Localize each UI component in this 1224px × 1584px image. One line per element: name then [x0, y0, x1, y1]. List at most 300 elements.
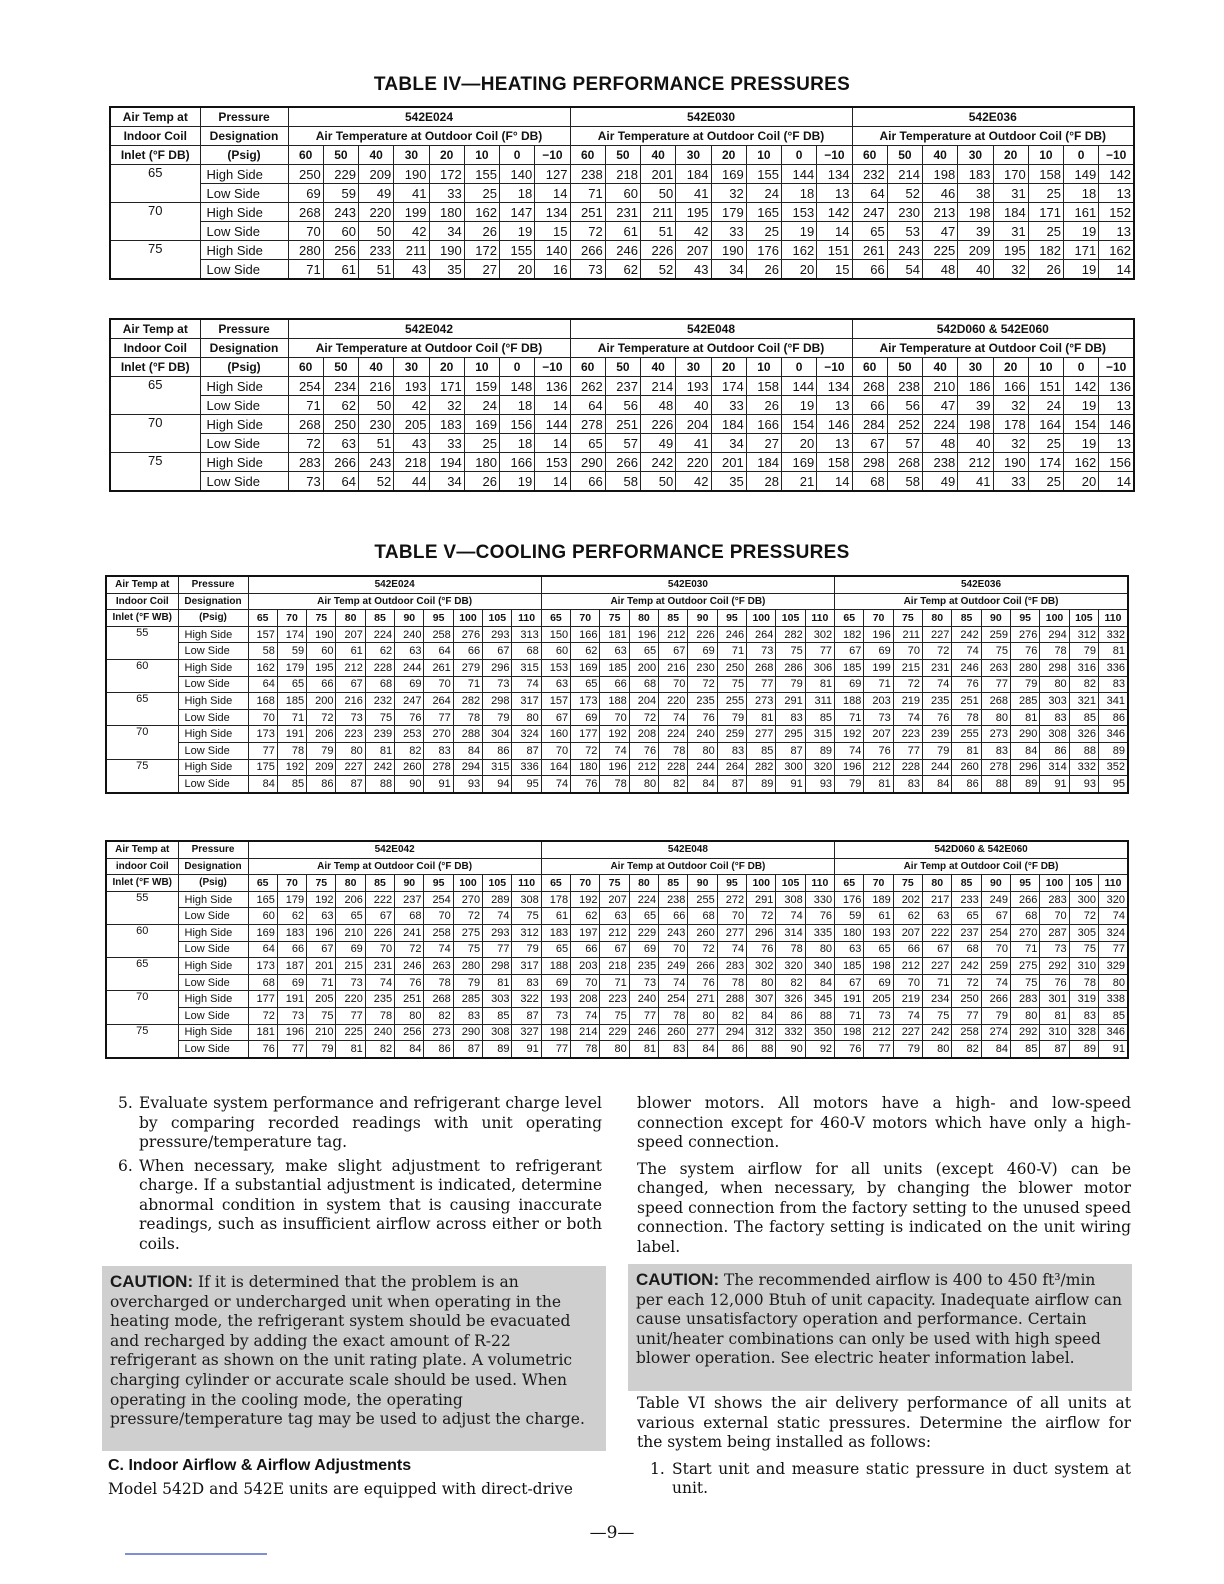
pressure-value: 75	[923, 1007, 952, 1024]
outdoor-temp-tick: 30	[394, 146, 429, 165]
edge-mark	[125, 1553, 267, 1555]
pressure-value: 207	[864, 726, 893, 743]
pressure-value: 13	[817, 184, 852, 203]
pressure-value: 312	[1069, 626, 1098, 643]
outdoor-temp-header: Air Temperature at Outdoor Coil (°F DB)	[852, 339, 1134, 358]
pressure-value: 302	[747, 958, 776, 975]
low-side-row	[106, 742, 1128, 759]
pressure-value: 254	[659, 991, 688, 1008]
outdoor-temp-tick: 65	[248, 610, 277, 627]
pressure-value: 298	[1040, 659, 1069, 676]
pressure-value: 261	[424, 659, 453, 676]
pressure-value: 95	[512, 776, 541, 793]
pressure-value: 94	[483, 776, 512, 793]
pressure-value: 87	[512, 1007, 541, 1024]
pressure-designation: High Side	[178, 626, 248, 643]
low-side-row	[110, 260, 1134, 280]
pressure-value: 240	[688, 726, 717, 743]
pressure-value: 192	[600, 726, 629, 743]
outdoor-temp-tick: 50	[605, 146, 640, 165]
pressure-value: 266	[981, 991, 1010, 1008]
pressure-value: 255	[688, 891, 717, 908]
pressure-value: 65	[541, 941, 570, 958]
pressure-value: 207	[600, 891, 629, 908]
pressure-value: 193	[541, 991, 570, 1008]
pressure-value: 180	[571, 759, 600, 776]
pressure-value: 212	[336, 659, 365, 676]
pressure-value: 291	[747, 891, 776, 908]
outdoor-temp-tick: 20	[429, 358, 464, 377]
pressure-value: 322	[512, 991, 541, 1008]
indoor-air-temp: 70	[110, 415, 200, 453]
pressure-value: 79	[981, 1007, 1010, 1024]
pressure-value: 88	[805, 1007, 834, 1024]
outdoor-temp-header: Air Temperature at Outdoor Coil (°F DB)	[288, 339, 570, 358]
pressure-value: 170	[993, 165, 1028, 184]
outdoor-temp-tick: 105	[483, 875, 512, 892]
high-side-row	[106, 759, 1128, 776]
pressure-value: 230	[359, 415, 394, 434]
pressure-value: 216	[359, 377, 394, 396]
pressure-value: 224	[659, 726, 688, 743]
outdoor-temp-tick: 80	[923, 875, 952, 892]
pressure-value: 85	[747, 742, 776, 759]
pressure-value: 254	[288, 377, 323, 396]
outdoor-temp-tick: 100	[747, 875, 776, 892]
outdoor-temp-tick: −10	[1099, 358, 1134, 377]
pressure-header: Designation	[178, 858, 248, 875]
pressure-value: 67	[483, 643, 512, 660]
pressure-value: 228	[659, 759, 688, 776]
pressure-value: 244	[395, 659, 424, 676]
pressure-value: 67	[923, 941, 952, 958]
pressure-value: 228	[365, 659, 394, 676]
pressure-value: 15	[817, 260, 852, 280]
outdoor-temp-tick: 75	[893, 875, 922, 892]
pressure-value: 328	[1069, 1024, 1098, 1041]
pressure-value: 86	[952, 776, 981, 793]
pressure-value: 268	[981, 693, 1010, 710]
header-row	[110, 339, 1134, 358]
pressure-value: 207	[336, 626, 365, 643]
pressure-value: 330	[805, 891, 834, 908]
pressure-value: 195	[676, 203, 711, 222]
pressure-value: 76	[835, 1041, 864, 1058]
pressure-value: 41	[676, 434, 711, 453]
pressure-value: 34	[429, 222, 464, 241]
pressure-value: 205	[864, 991, 893, 1008]
pressure-value: 195	[993, 241, 1028, 260]
pressure-value: 292	[1011, 1024, 1040, 1041]
pressure-value: 181	[248, 1024, 277, 1041]
pressure-value: 53	[887, 222, 922, 241]
pressure-value: 156	[1099, 453, 1134, 472]
pressure-value: 217	[923, 891, 952, 908]
pressure-value: 283	[1040, 891, 1069, 908]
outdoor-temp-tick: 100	[747, 610, 776, 627]
pressure-value: 93	[453, 776, 482, 793]
pressure-value: 258	[952, 1024, 981, 1041]
pressure-value: 242	[365, 759, 394, 776]
pressure-value: 65	[864, 941, 893, 958]
pressure-value: 81	[952, 742, 981, 759]
pressure-value: 246	[717, 626, 746, 643]
pressure-value: 171	[1064, 241, 1099, 260]
pressure-value: 202	[893, 891, 922, 908]
pressure-value: 182	[1028, 241, 1063, 260]
pressure-value: 76	[952, 676, 981, 693]
pressure-value: 69	[395, 676, 424, 693]
pressure-value: 31	[993, 222, 1028, 241]
pressure-value: 67	[981, 908, 1010, 925]
pressure-value: 166	[500, 453, 535, 472]
pressure-value: 136	[535, 377, 570, 396]
pressure-value: 60	[605, 184, 640, 203]
outdoor-temp-tick: 50	[605, 358, 640, 377]
pressure-value: 142	[1064, 377, 1099, 396]
pressure-value: 182	[835, 626, 864, 643]
pressure-value: 70	[288, 222, 323, 241]
pressure-value: 66	[571, 941, 600, 958]
pressure-value: 76	[395, 974, 424, 991]
pressure-value: 67	[307, 941, 336, 958]
high-side-row	[106, 1024, 1128, 1041]
pressure-value: 151	[1028, 377, 1063, 396]
pressure-value: 191	[277, 991, 306, 1008]
pressure-value: 13	[1099, 184, 1134, 203]
pressure-value: 72	[688, 941, 717, 958]
outdoor-temp-header: Air Temperature at Outdoor Coil (F° DB)	[288, 127, 570, 146]
pressure-value: 26	[746, 396, 781, 415]
pressure-value: 207	[676, 241, 711, 260]
pressure-value: 266	[323, 453, 358, 472]
pressure-value: 62	[893, 908, 922, 925]
pressure-value: 93	[1069, 776, 1098, 793]
pressure-value: 73	[1040, 941, 1069, 958]
high-side-row	[110, 453, 1134, 472]
pressure-value: 74	[952, 643, 981, 660]
pressure-value: 199	[394, 203, 429, 222]
indoor-air-temp: 75	[110, 453, 200, 492]
pressure-value: 196	[277, 1024, 306, 1041]
pressure-value: 81	[805, 676, 834, 693]
pressure-value: 176	[746, 241, 781, 260]
outdoor-temp-tick: 85	[659, 610, 688, 627]
pressure-value: 77	[483, 941, 512, 958]
pressure-value: 92	[805, 1041, 834, 1058]
pressure-value: 61	[605, 222, 640, 241]
pressure-value: 127	[535, 165, 570, 184]
pressure-value: 276	[1011, 626, 1040, 643]
pressure-value: 225	[336, 1024, 365, 1041]
pressure-value: 249	[659, 958, 688, 975]
pressure-value: 332	[1099, 626, 1128, 643]
low-side-row	[106, 974, 1128, 991]
pressure-value: 86	[1040, 742, 1069, 759]
outdoor-temp-tick: 80	[923, 610, 952, 627]
pressure-value: 341	[1099, 693, 1128, 710]
pressure-value: 185	[835, 659, 864, 676]
pressure-value: 50	[359, 396, 394, 415]
indoor-air-temp: 75	[110, 241, 200, 280]
pressure-value: 32	[993, 260, 1028, 280]
pressure-value: 73	[277, 1007, 306, 1024]
pressure-designation: Low Side	[200, 184, 288, 203]
pressure-value: 75	[365, 709, 394, 726]
pressure-value: 70	[659, 941, 688, 958]
pressure-value: 315	[483, 759, 512, 776]
pressure-designation: High Side	[178, 958, 248, 975]
pressure-value: 260	[659, 1024, 688, 1041]
pressure-value: 48	[923, 434, 958, 453]
pressure-value: 199	[864, 659, 893, 676]
pressure-designation: High Side	[178, 991, 248, 1008]
pressure-value: 47	[923, 396, 958, 415]
pressure-value: 296	[1011, 759, 1040, 776]
pressure-value: 90	[395, 776, 424, 793]
pressure-value: 190	[429, 241, 464, 260]
pressure-value: 67	[541, 709, 570, 726]
pressure-value: 147	[500, 203, 535, 222]
outdoor-temp-tick: 60	[852, 358, 887, 377]
pressure-value: 83	[453, 1007, 482, 1024]
pressure-value: 249	[981, 891, 1010, 908]
header-row	[106, 858, 1128, 875]
outdoor-temp-tick: 30	[958, 358, 993, 377]
pressure-value: 74	[424, 941, 453, 958]
pressure-value: 67	[835, 974, 864, 991]
pressure-value: 71	[923, 974, 952, 991]
pressure-value: 48	[641, 396, 676, 415]
pressure-value: 134	[535, 203, 570, 222]
pressure-value: 67	[365, 908, 394, 925]
pressure-value: 162	[782, 241, 817, 260]
step-5: 5. Evaluate system performance and refrigerant charge level by comparing recorded readings with unit operating pressure/temperature tag.	[118, 1094, 602, 1151]
caution-label: CAUTION:	[110, 1272, 194, 1291]
pressure-value: 280	[288, 241, 323, 260]
outdoor-temp-tick: 10	[746, 146, 781, 165]
pressure-value: 60	[323, 222, 358, 241]
header-row	[110, 319, 1134, 339]
pressure-value: 268	[852, 377, 887, 396]
pressure-value: 82	[717, 1007, 746, 1024]
pressure-value: 79	[483, 709, 512, 726]
pressure-value: 63	[835, 941, 864, 958]
pressure-value: 294	[453, 759, 482, 776]
pressure-designation: Low Side	[178, 1041, 248, 1058]
outdoor-temp-tick: 95	[717, 875, 746, 892]
pressure-value: 68	[952, 941, 981, 958]
pressure-value: 19	[1064, 434, 1099, 453]
pressure-value: 264	[747, 626, 776, 643]
model-header: 542E024	[288, 107, 570, 127]
pressure-value: 192	[571, 891, 600, 908]
pressure-value: 169	[248, 924, 277, 941]
pressure-value: 77	[424, 709, 453, 726]
pressure-value: 83	[512, 974, 541, 991]
pressure-value: 16	[535, 260, 570, 280]
pressure-value: 82	[1069, 676, 1098, 693]
pressure-value: 185	[600, 659, 629, 676]
pressure-value: 61	[323, 260, 358, 280]
pressure-value: 283	[717, 958, 746, 975]
outdoor-temp-tick: 70	[571, 610, 600, 627]
pressure-value: 168	[248, 693, 277, 710]
pressure-value: 258	[424, 924, 453, 941]
outdoor-temp-tick: 100	[453, 875, 482, 892]
pressure-value: 77	[981, 676, 1010, 693]
pressure-value: 65	[852, 222, 887, 241]
pressure-value: 81	[629, 1041, 658, 1058]
header-row	[106, 593, 1128, 610]
pressure-value: 259	[717, 726, 746, 743]
pressure-value: 13	[1099, 396, 1134, 415]
pressure-value: 260	[952, 759, 981, 776]
low-side-row	[106, 908, 1128, 925]
pressure-value: 20	[782, 260, 817, 280]
pressure-value: 33	[429, 434, 464, 453]
pressure-value: 33	[711, 222, 746, 241]
indoor-air-temp: 65	[110, 377, 200, 415]
pressure-value: 50	[359, 222, 394, 241]
pressure-value: 268	[747, 659, 776, 676]
pressure-value: 156	[500, 415, 535, 434]
pressure-value: 144	[782, 165, 817, 184]
pressure-value: 31	[993, 184, 1028, 203]
pressure-value: 72	[453, 908, 482, 925]
outdoor-temp-header: Air Temp at Outdoor Coil (°F DB)	[541, 858, 834, 875]
pressure-value: 173	[248, 958, 277, 975]
pressure-value: 67	[852, 434, 887, 453]
pressure-value: 335	[805, 924, 834, 941]
high-side-row	[110, 203, 1134, 222]
pressure-value: 56	[887, 396, 922, 415]
indoor-air-temp: 60	[106, 924, 178, 957]
pressure-value: 91	[424, 776, 453, 793]
pressure-value: 196	[835, 759, 864, 776]
pressure-value: 74	[923, 676, 952, 693]
pressure-value: 278	[424, 759, 453, 776]
pressure-value: 73	[541, 1007, 570, 1024]
pressure-value: 70	[893, 643, 922, 660]
pressure-value: 76	[1040, 974, 1069, 991]
pressure-value: 283	[288, 453, 323, 472]
indoor-air-temp: 75	[106, 759, 178, 793]
pressure-value: 242	[641, 453, 676, 472]
pressure-value: 86	[483, 742, 512, 759]
pressure-value: 304	[483, 726, 512, 743]
pressure-value: 19	[782, 396, 817, 415]
pressure-value: 212	[958, 453, 993, 472]
outdoor-temp-header: Air Temp at Outdoor Coil (°F DB)	[835, 858, 1128, 875]
outdoor-temp-tick: 50	[323, 358, 358, 377]
pressure-value: 79	[776, 676, 805, 693]
pressure-value: 240	[395, 626, 424, 643]
pressure-value: 298	[483, 693, 512, 710]
pressure-value: 169	[464, 415, 499, 434]
pressure-value: 173	[248, 726, 277, 743]
pressure-value: 72	[952, 974, 981, 991]
pressure-value: 95	[1099, 776, 1128, 793]
pressure-value: 223	[893, 726, 922, 743]
pressure-value: 80	[688, 1007, 717, 1024]
pressure-value: 57	[605, 434, 640, 453]
pressure-value: 27	[746, 434, 781, 453]
pressure-value: 88	[1069, 742, 1098, 759]
pressure-value: 82	[424, 1007, 453, 1024]
pressure-value: 81	[365, 742, 394, 759]
pressure-value: 34	[711, 260, 746, 280]
pressure-value: 78	[776, 941, 805, 958]
pressure-value: 70	[424, 676, 453, 693]
pressure-value: 155	[500, 241, 535, 260]
pressure-value: 77	[277, 1041, 306, 1058]
pressure-value: 80	[923, 1041, 952, 1058]
pressure-value: 86	[1099, 709, 1128, 726]
pressure-value: 35	[711, 472, 746, 492]
pressure-value: 336	[1099, 659, 1128, 676]
pressure-value: 224	[923, 415, 958, 434]
pressure-value: 268	[424, 991, 453, 1008]
indoor-air-temp: 55	[106, 891, 178, 924]
pressure-value: 155	[464, 165, 499, 184]
pressure-value: 50	[641, 184, 676, 203]
pressure-value: 179	[277, 659, 306, 676]
outdoor-temp-tick: 65	[248, 875, 277, 892]
pressure-value: 73	[336, 709, 365, 726]
pressure-value: 86	[424, 1041, 453, 1058]
pressure-value: 66	[852, 396, 887, 415]
pressure-value: 38	[958, 184, 993, 203]
pressure-value: 165	[248, 891, 277, 908]
pressure-value: 80	[336, 742, 365, 759]
pressure-value: 345	[805, 991, 834, 1008]
outdoor-temp-tick: 70	[864, 875, 893, 892]
pressure-header: Pressure	[200, 319, 288, 339]
header-row	[106, 610, 1128, 627]
pressure-value: 89	[1099, 742, 1128, 759]
model-header: 542E036	[852, 107, 1134, 127]
pressure-value: 287	[1040, 924, 1069, 941]
header-row	[106, 841, 1128, 858]
section-heading: C. Indoor Airflow & Airflow Adjustments	[108, 1457, 412, 1474]
pressure-value: 58	[887, 472, 922, 492]
pressure-value: 13	[1099, 434, 1134, 453]
pressure-value: 78	[277, 742, 306, 759]
pressure-value: 18	[500, 434, 535, 453]
pressure-value: 235	[629, 958, 658, 975]
pressure-value: 291	[776, 693, 805, 710]
pressure-value: 263	[424, 958, 453, 975]
pressure-value: 79	[923, 742, 952, 759]
pressure-value: 27	[464, 260, 499, 280]
pressure-value: 183	[541, 924, 570, 941]
pressure-value: 64	[424, 643, 453, 660]
pressure-value: 238	[887, 377, 922, 396]
right-column-lower	[637, 1394, 1131, 1499]
pressure-value: 62	[323, 396, 358, 415]
air-temp-header: Indoor Coil	[110, 339, 200, 358]
pressure-value: 33	[711, 396, 746, 415]
pressure-value: 74	[893, 1007, 922, 1024]
pressure-value: 19	[782, 222, 817, 241]
outdoor-temp-header: Air Temp at Outdoor Coil (°F DB)	[541, 593, 834, 610]
outdoor-temp-tick: 40	[641, 358, 676, 377]
high-side-row	[106, 693, 1128, 710]
pressure-value: 43	[394, 260, 429, 280]
pressure-value: 176	[835, 891, 864, 908]
pressure-value: 41	[676, 184, 711, 203]
